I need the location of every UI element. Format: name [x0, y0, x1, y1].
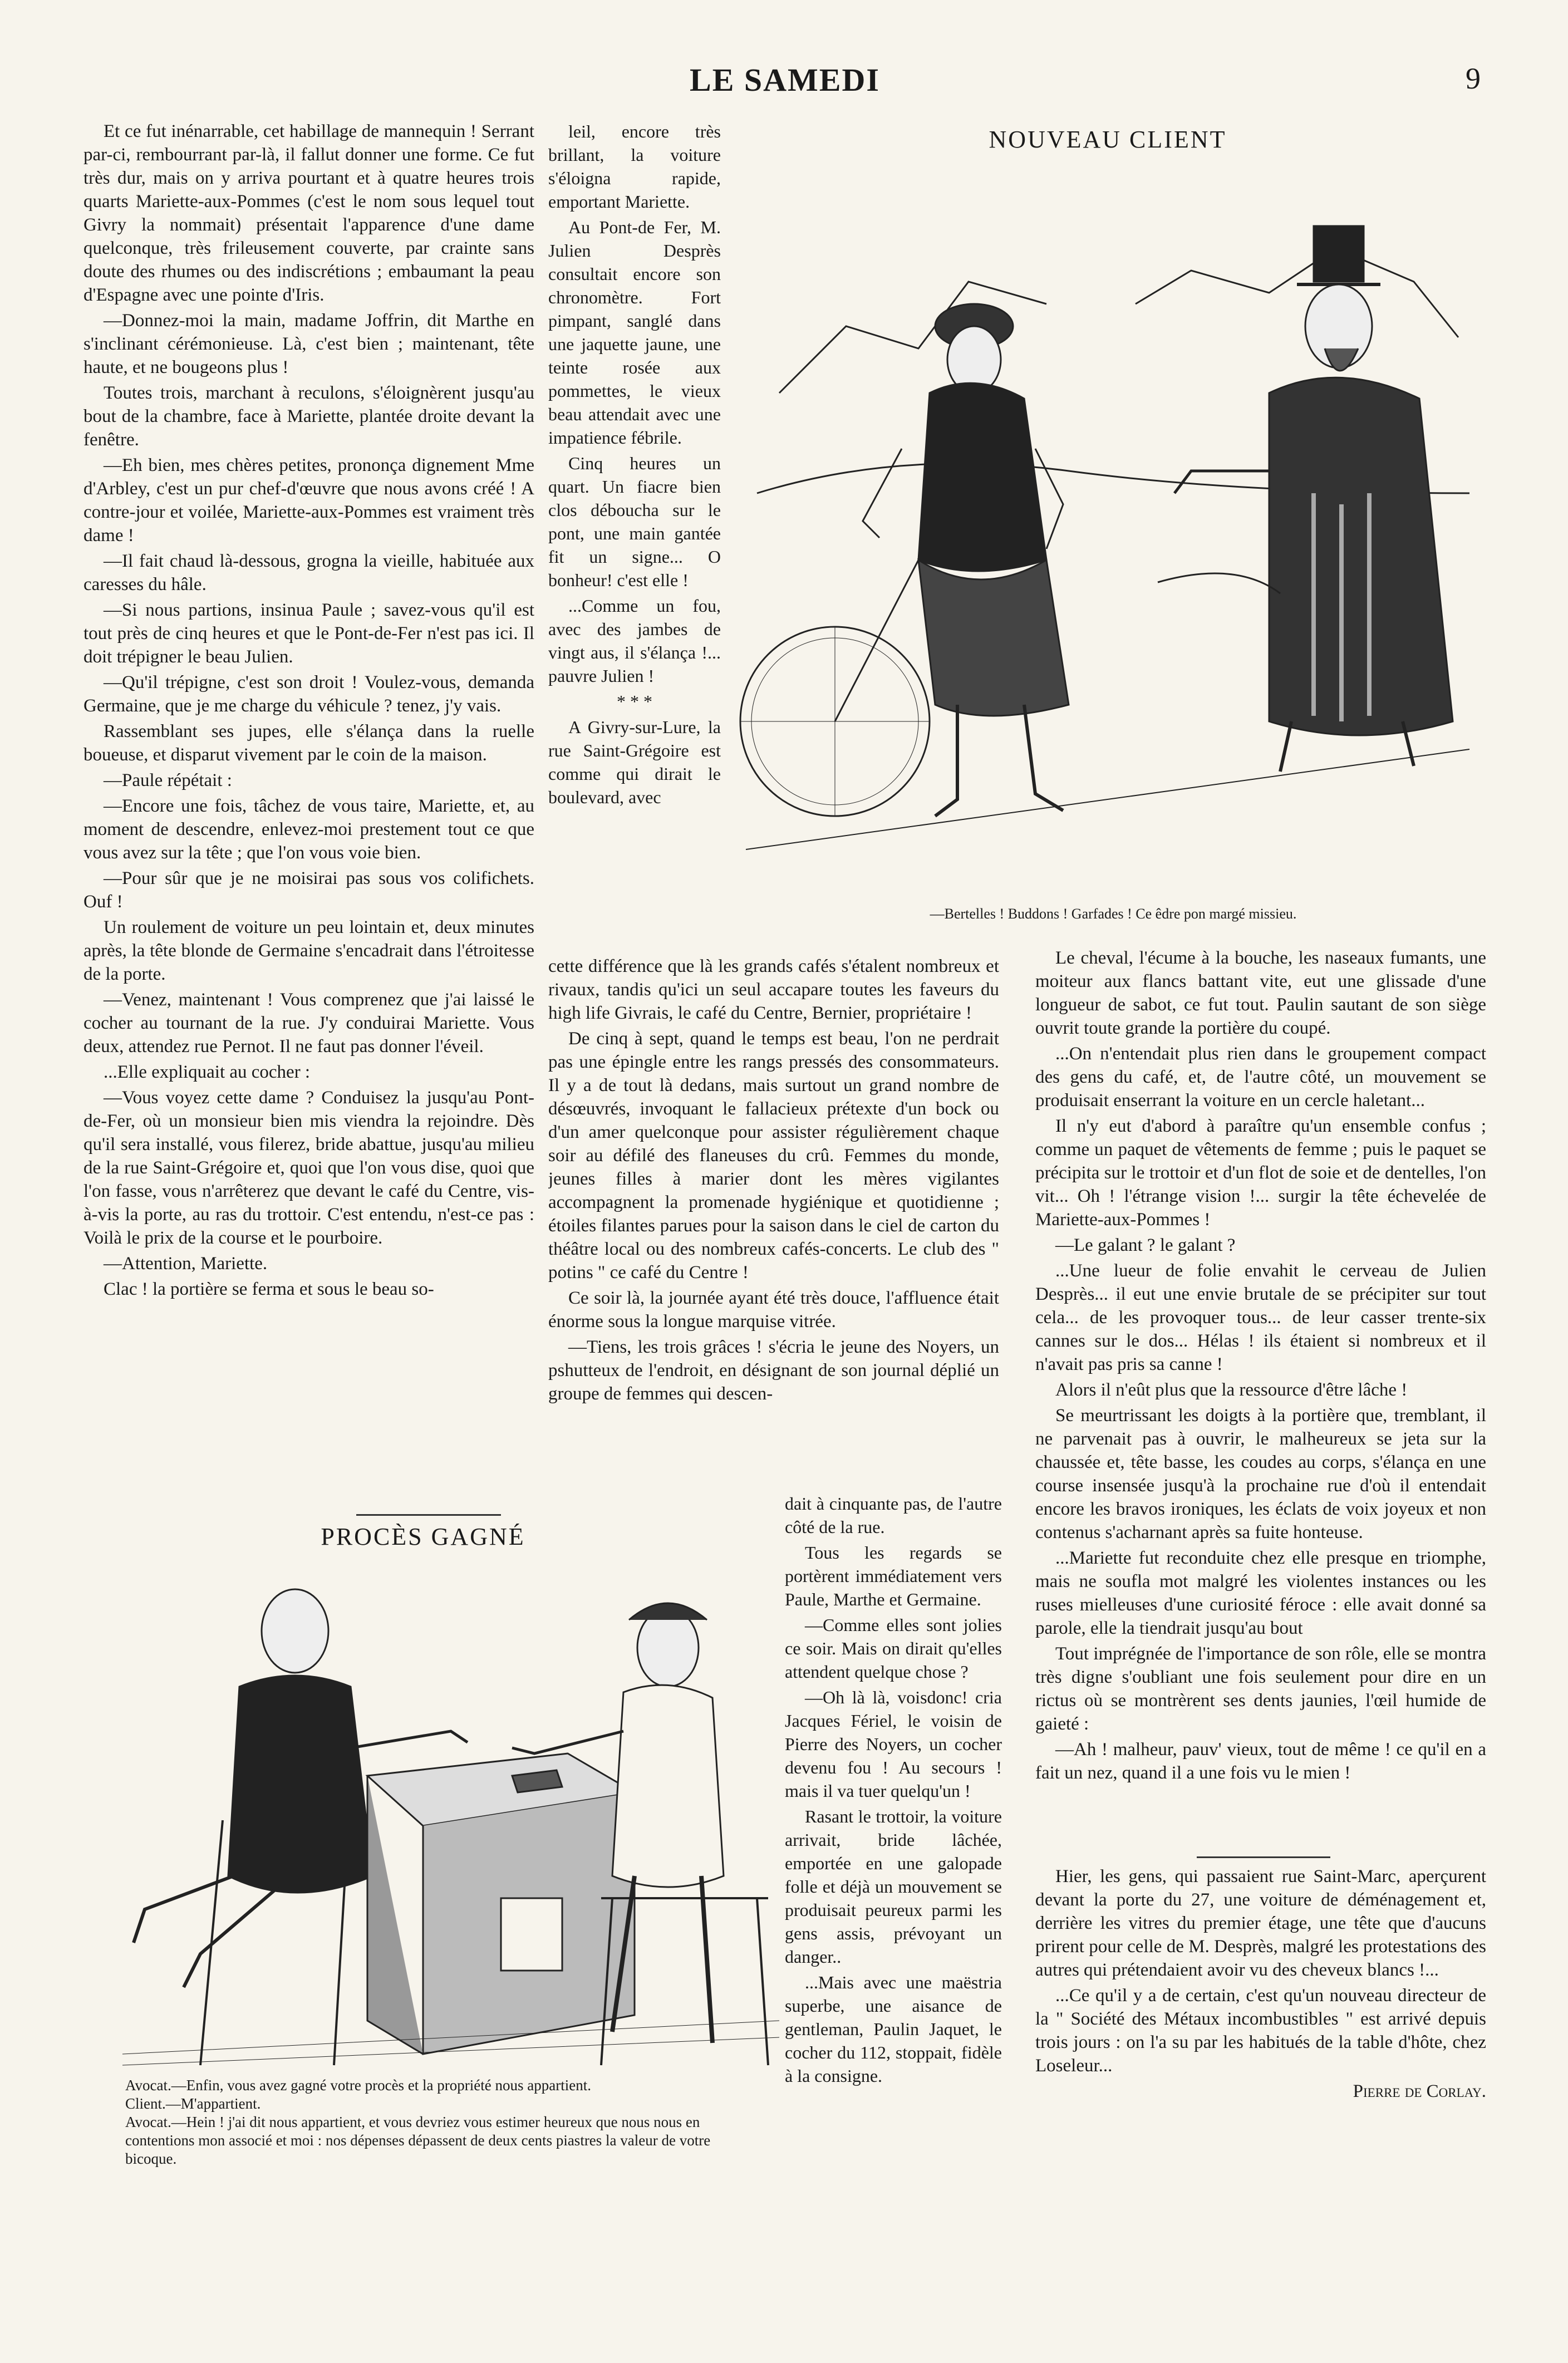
newspaper-title: LE SAMEDI: [690, 62, 880, 98]
paragraph: —Si nous partions, insinua Paule ; savez-vous qu'il est tout près de cinq heures et que le Pont-de-Fer n'est pas ici. Il doit trépigner le beau Julien.: [83, 600, 534, 667]
caption-line: Client.—M'appartient.: [125, 2095, 261, 2112]
paragraph: ...Mais avec une maëstria superbe, une aisance de gentleman, Paulin Jaquet, le cocher du 112, stoppait, fidèle à la consigne.: [785, 1972, 1002, 2086]
article-column-2-top: [548, 120, 721, 955]
paragraph: —Pour sûr que je ne moisirai pas sous vos colifichets. Ouf !: [83, 868, 534, 912]
section-separator: * * *: [617, 691, 652, 711]
paragraph: —Comme elles sont jolies ce soir. Mais on dirait qu'elles attendent quelque chose ?: [785, 1615, 1002, 1682]
paragraph: Et ce fut inénarrable, cet habillage de mannequin ! Serrant par-ci, rembourrant par-là, il fallut donner une forme. Ce fut très dur, mais on y arriva pourtant et à quatre heures trois quarts Mariette-aux-Pommes (c'est le nom sous lequel tout Givry la nommait) présentait l'apparence d'une dame quelconque, très frileusement couverte, par crainte sans doute des rhumes ou des indiscrétions ; embaumant la peau d'Espagne avec une pointe d'Iris.: [83, 121, 534, 305]
paragraph: —Ah ! malheur, pauv' vieux, tout de même ! ce qu'il en a fait un nez, quand il a une fois vu le mien !: [1035, 1740, 1486, 1783]
page-number: 9: [1466, 62, 1481, 95]
paragraph: —Oh là là, voisdonc! cria Jacques Fériel, le voisin de Pierre des Noyers, un cocher devenu fou ! Au secours ! mais il va tuer quelqu'un !: [785, 1687, 1002, 1801]
paragraph: ...On n'entendait plus rien dans le groupement compact des gens du café, et, de l'autre côté, un mouvement se produisait enserrant la voiture en un cercle haletant...: [1035, 1044, 1486, 1111]
paragraph: dait à cinquante pas, de l'autre côté de la rue.: [785, 1494, 1002, 1537]
paragraph: —Qu'il trépigne, c'est son droit ! Voulez-vous, demanda Germaine, que je me charge du véhicule ? tenez, j'y vais.: [83, 672, 534, 716]
paragraph: —Eh bien, mes chères petites, prononça dignement Mme d'Arbley, c'est un pur chef-d'œuvre que nous avons créé ! A contre-jour et voilée, Mariette-aux-Pommes est vraiment très dame !: [83, 455, 534, 546]
author-signature: Pierre de Corlay.: [1353, 2081, 1486, 2101]
paragraph: ...Elle expliquait au cocher :: [104, 1062, 311, 1082]
paragraph: Alors il n'eût plus que la ressource d'être lâche !: [1055, 1380, 1408, 1400]
paragraph: Tout imprégnée de l'importance de son rôle, elle se montra très digne s'oubliant une fois seulement pour dire en un rictus où se montrèrent ses dents jaunies, l'œil humide de gaieté :: [1035, 1644, 1486, 1734]
paragraph: —Le galant ? le galant ?: [1055, 1235, 1236, 1255]
paragraph: Ce soir là, la journée ayant été très douce, l'affluence était énorme sous la longue marquise vitrée.: [548, 1288, 999, 1332]
illustration-title: PROCÈS GAGNÉ: [321, 1523, 525, 1550]
section-divider-rule: [356, 1514, 501, 1516]
article-column-2-bottom: [785, 1492, 1002, 2160]
paragraph: cette différence que là les grands cafés s'étalent nombreux et rivaux, tandis qu'ici un seul accapare toutes les faveurs du high life Givrais, le café du Centre, Bernier, propriétaire !: [548, 956, 999, 1023]
paragraph: Il n'y eut d'abord à paraître qu'un ensemble confus ; comme un paquet de vêtements de femme ; puis le paquet se précipita sur le trottoir et d'un flot de soie et de dentelles, l'on vit... Oh ! l'étrange vision !... surgir la tête échevelée de Mariette-aux-Pommes !: [1035, 1116, 1486, 1230]
paragraph: Le cheval, l'écume à la bouche, les naseaux fumants, une moiteur aux flancs battant vite, eut une glissade d'une longueur de sabot, ce fut tout. Paulin sautant de son siège ouvrit toute grande la portière du coupé.: [1035, 948, 1486, 1038]
paragraph: De cinq à sept, quand le temps est beau, l'on ne perdrait pas une épingle entre les rangs pressés des consommateurs. Il y a de tout là dedans, mais surtout un grand nombre de désœuvrés, invoquant le fallacieux prétexte d'un bock ou d'un amer quelconque pour assister régulièrement chaque soir au défilé des flaneuses du crû. Femmes du monde, jeunes filles à marier dont les mères vigilantes accompagnent la promenade hygiénique et quotidienne ; étoiles filantes parues pour la saison dans le ciel de carton du théâtre local ou des nombreux cafés-concerts. Le club des " potins " ce café du Centre !: [548, 1029, 999, 1283]
paragraph: A Givry-sur-Lure, la rue Saint-Grégoire est comme qui dirait le boulevard, avec: [548, 717, 721, 807]
paragraph: —Donnez-moi la main, madame Joffrin, dit Marthe en s'inclinant cérémonieuse. Là, c'est bien ; maintenant, tête haute, et ne bougeons plus !: [83, 311, 534, 377]
caption-line: Avocat.—Hein ! j'ai dit nous appartient, et vous devriez vous estimer heureux que nous nous en contentions mon associé et moi : nos dépenses dépassent de deux cents piastres la valeur de votre bicoque.: [125, 2114, 711, 2167]
cyclist-and-peddler-drawing: [735, 159, 1481, 861]
article-column-3-after: [1035, 1865, 1486, 2154]
illustration-caption: [757, 905, 1469, 923]
paragraph: ...Mariette fut reconduite chez elle presque en triomphe, mais ne soufla mot malgré les violentes instances ou les ruses mielleuses d'une curiosité féroce : elle avait donné sa parole, elle la tiendrait jusqu'au bout: [1035, 1548, 1486, 1638]
paragraph: —Venez, maintenant ! Vous comprenez que j'ai laissé le cocher au tournant de la rue. J'y conduirai Mariette. Vous deux, attendez rue Pernot. Il ne faut pas donner l'éveil.: [83, 990, 534, 1057]
paragraph: Se meurtrissant les doigts à la portière que, tremblant, il ne parvenait pas à ouvrir, le malheureux se jeta sur la chaussée et, tête basse, les coudes au corps, s'élança en une course insensée jusqu'à la prochaine rue d'où il entendait encore les bravos ironiques, les éclats de voix joyeux et non contenus s'acharnant après sa fuite honteuse.: [1035, 1406, 1486, 1542]
paragraph: —Vous voyez cette dame ? Conduisez la jusqu'au Pont-de-Fer, où un monsieur bien mis viendra la rejoindre. Dès qu'il sera installé, vous filerez, bride abattue, jusqu'au milieu de la rue Saint-Grégoire et, quoi que l'on vous dise, quoi que l'on fasse, vous n'arrêterez que devant le café du Centre, vis-à-vis la porte, au ras du trottoir. C'est entendu, n'est-ce pas : Voilà le prix de la course et le pourboire.: [83, 1088, 534, 1248]
illustration-proces-gagne: [111, 1564, 785, 2071]
article-column-1: [83, 120, 534, 1495]
paragraph: Hier, les gens, qui passaient rue Saint-Marc, aperçurent devant la porte du 27, une voiture de déménagement et, derrière les vitres du premier étage, une tête que d'aucuns prirent pour celle de M. Desprès, malgré les protestations des autres qui prétendaient avoir vu des cheveux blancs !...: [1035, 1866, 1486, 1980]
paragraph: —Il fait chaud là-dessous, grogna la vieille, habituée aux caresses du hâle.: [83, 551, 534, 595]
paragraph: Cinq heures un quart. Un fiacre bien clos déboucha sur le pont, une main gantée fit un signe... O bonheur! c'est elle !: [548, 453, 721, 590]
paragraph: Rassemblant ses jupes, elle s'élança dans la ruelle boueuse, et disparut vivement par le coin de la maison.: [83, 721, 534, 765]
paragraph: ...Comme un fou, avec des jambes de vingt aus, il s'élança !... pauvre Julien !: [548, 596, 721, 686]
paragraph: Toutes trois, marchant à reculons, s'éloignèrent jusqu'au bout de la chambre, face à Mariette, plantée droite devant la fenêtre.: [83, 383, 534, 450]
illustration-title: NOUVEAU CLIENT: [989, 126, 1227, 153]
illustration-caption: [125, 2076, 760, 2168]
paragraph: ...Ce qu'il y a de certain, c'est qu'un nouveau directeur de la " Société des Métaux incombustibles " est arrivé depuis trois jours : on l'a su par les habitués de la table d'hôte, chez Loseleur...: [1035, 1986, 1486, 2076]
paragraph: Un roulement de voiture un peu lointain et, deux minutes après, la tête blonde de Germaine s'encadrait dans l'étroitesse de la porte.: [83, 917, 534, 984]
paragraph: Au Pont-de Fer, M. Julien Desprès consultait encore son chronomètre. Fort pimpant, sanglé dans une jaquette jaune, une teinte rosée aux pommettes, le vieux beau attendait avec une impatience fébrile.: [548, 217, 721, 448]
caption-text: —Bertelles ! Buddons ! Garfades ! Ce êdre pon margé missieu.: [930, 906, 1297, 922]
paragraph: Rasant le trottoir, la voiture arrivait, bride lâchée, emportée en une galopade folle et déjà un mouvement se produisait peureux parmi les gens assis, prévoyant un danger..: [785, 1806, 1002, 1967]
masthead: [89, 61, 1481, 111]
paragraph: Tous les regards se portèrent immédiatement vers Paule, Marthe et Germaine.: [785, 1542, 1002, 1609]
illustration-nouveau-client: [735, 125, 1481, 905]
paragraph: Clac ! la portière se ferma et sous le beau so-: [104, 1279, 434, 1299]
column-divider-rule: [1197, 1856, 1330, 1858]
paragraph: ...Une lueur de folie envahit le cerveau de Julien Desprès... il eut une envie brutale de se précipiter sur tout cela... de les provoquer tous... de leur casser trente-six cannes sur le dos... Hélas ! ils étaient si nombreux et il n'avait pas pris sa canne !: [1035, 1261, 1486, 1374]
paragraph: —Paule répétait :: [104, 770, 232, 790]
paragraph: —Attention, Mariette.: [104, 1254, 268, 1274]
paragraph: —Tiens, les trois grâces ! s'écria le jeune des Noyers, un pshutteux de l'endroit, en désignant de son journal déplié un groupe de femmes qui descen-: [548, 1337, 999, 1404]
article-column-2-middle: [548, 955, 999, 1492]
caption-line: Avocat.—Enfin, vous avez gagné votre procès et la propriété nous appartient.: [125, 2077, 591, 2094]
paragraph: —Encore une fois, tâchez de vous taire, Mariette, et, au moment de descendre, enlevez-moi prestement tout ce que vous avez sur la tête ; que l'on vous voie bien.: [83, 796, 534, 863]
paragraph: leil, encore très brillant, la voiture s'éloigna rapide, emportant Mariette.: [548, 121, 721, 212]
article-column-3: [1035, 946, 1486, 1848]
lawyer-and-client-drawing: [111, 1564, 785, 2071]
